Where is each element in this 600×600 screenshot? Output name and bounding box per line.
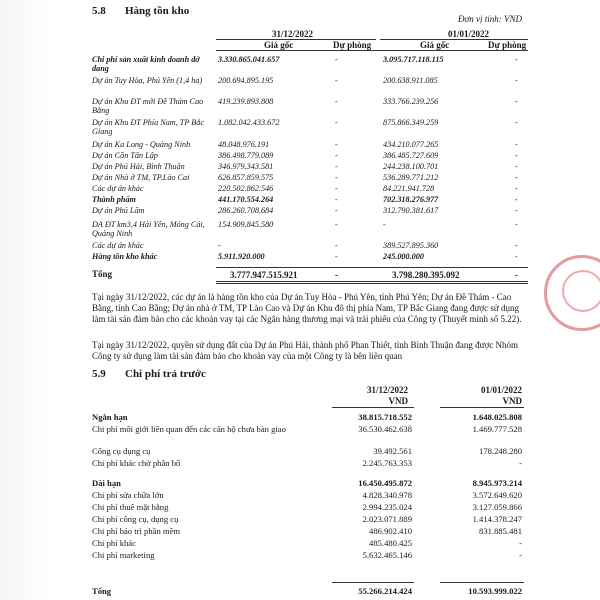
prepaid-row: [0, 424, 600, 436]
column-provision-2: Dự phòng: [488, 40, 527, 50]
inventory-provision-2021: -: [515, 118, 518, 127]
inventory-row-label: Hàng tồn kho khác: [92, 252, 158, 261]
total-rule-bottom-2: [216, 283, 528, 284]
column-cost-1: Giá gốc: [264, 40, 294, 50]
prepaid-rule-1: [332, 407, 414, 408]
inventory-provision-2021: -: [515, 173, 518, 182]
inventory-total-row: [0, 270, 600, 281]
prepaid-total-2021: 10.593.999.022: [468, 586, 522, 596]
prepaid-row-label: Chi phí khác: [92, 538, 136, 548]
inventory-row-label: DA ĐT km3,4 Hải Yên, Móng Cái, Quảng Ninh: [92, 220, 205, 238]
header-rule-bottom: [216, 50, 528, 51]
prepaid-row: [0, 502, 600, 514]
prepaid-value-2022: 39.492.561: [373, 446, 412, 456]
prepaid-date-1: 31/12/2022: [366, 385, 408, 395]
inventory-row-label: Dự án Phú Hải, Bình Thuận: [92, 162, 185, 171]
prepaid-row: [0, 550, 600, 562]
prepaid-row: [0, 526, 600, 538]
prepaid-row: [0, 412, 600, 424]
section-number: 5.8: [92, 5, 106, 17]
prepaid-total-row: [0, 586, 600, 598]
inventory-provision-2021: -: [515, 241, 518, 250]
column-date-2: 01/01/2022: [448, 29, 490, 39]
inventory-cost-2021: 3.095.717.118.115: [383, 55, 444, 64]
prepaid-total-rule-2: [440, 582, 524, 583]
inventory-cost-2021: 200.638.911.085: [383, 76, 438, 85]
inventory-cost-2021: 389.527.895.360: [383, 241, 439, 250]
inventory-cost-2021: 312.790.381.617: [383, 206, 439, 215]
prepaid-value-2022: 486.902.410: [369, 526, 412, 536]
inventory-cost-2021: 244.238.100.701: [383, 162, 439, 171]
inventory-row: [0, 97, 600, 115]
prepaid-value-2022: 2.245.763.353: [362, 458, 412, 468]
prepaid-row-label: Chi phí thuê mặt bằng: [92, 502, 169, 512]
prepaid-row: [0, 490, 600, 502]
inventory-row-label: Dự án Ka Long - Quảng Ninh: [92, 140, 191, 149]
prepaid-value-2022: 2.994.235.024: [362, 502, 412, 512]
inventory-provision-2022: -: [335, 55, 338, 64]
prepaid-value-2021: 1.414.378.247: [472, 514, 522, 524]
inventory-row-label: Dự án Phú Lãm: [92, 206, 145, 215]
inventory-provision-2022: -: [335, 97, 338, 106]
inventory-cost-2021: 702.318.276.977: [383, 195, 439, 204]
inventory-row-label: Chi phí sản xuất kinh doanh dở dang: [92, 55, 200, 73]
inventory-cost-2022: 3.330.865.041.657: [218, 55, 280, 64]
inventory-cost-2022: 286.260.708.684: [218, 206, 274, 215]
inventory-row: [0, 76, 600, 87]
inventory-provision-2021: -: [515, 162, 518, 171]
inventory-provision-2021: -: [515, 195, 518, 204]
red-seal-inner-ring: [562, 270, 600, 312]
prepaid-value-2022: 36.530.462.638: [358, 424, 412, 434]
inventory-row: [0, 195, 600, 206]
prepaid-total-label: Tổng: [92, 586, 112, 596]
prepaid-currency-1: VND: [388, 396, 408, 406]
inventory-row-label: Thành phẩm: [92, 195, 136, 204]
inventory-row: [0, 140, 600, 151]
prepaid-value-2022: 38.815.718.552: [358, 412, 412, 422]
inventory-row: [0, 118, 600, 136]
inventory-row: [0, 241, 600, 252]
prepaid-value-2021: 1.648.025.808: [472, 412, 522, 422]
inventory-provision-2022: -: [335, 118, 338, 127]
inventory-provision-2021: -: [515, 151, 518, 160]
inventory-row: [0, 55, 600, 73]
inventory-cost-2021: -: [383, 220, 386, 229]
inventory-row: [0, 220, 600, 238]
inventory-cost-2021: 245.000.000: [383, 252, 424, 261]
prepaid-row: [0, 538, 600, 550]
inventory-provision-2022: -: [335, 162, 338, 171]
inventory-cost-2022: 386.498.779.089: [218, 151, 274, 160]
section-number-2: 5.9: [92, 368, 106, 380]
prepaid-row-label: Ngắn hạn: [92, 412, 128, 422]
prepaid-value-2021: 3.572.649.620: [472, 490, 522, 500]
inventory-row-label: Dự án Nhà ở TM, TP.Lào Cai: [92, 173, 190, 182]
inventory-cost-2022: -: [218, 241, 221, 250]
inventory-provision-2021: -: [515, 252, 518, 261]
prepaid-value-2022: 2.023.071.889: [362, 514, 412, 524]
inventory-provision-2021: -: [515, 97, 518, 106]
prepaid-row-label: Công cụ dụng cụ: [92, 446, 151, 456]
prepaid-row: [0, 514, 600, 526]
inventory-row-label: Các dự án khác: [92, 184, 144, 193]
prepaid-total-2022: 55.266.214.424: [358, 586, 412, 596]
inventory-provision-2022: -: [335, 140, 338, 149]
inventory-cost-2022: 154.909.845.580: [218, 220, 274, 229]
inventory-row-label: Dự án Khu ĐT Phía Nam, TP Bắc Giang: [92, 118, 204, 136]
inventory-row: [0, 206, 600, 217]
prepaid-row-label: Chi phí khác chờ phân bổ: [92, 458, 181, 468]
inventory-row: [0, 173, 600, 184]
inventory-cost-2022: 419.239.893.808: [218, 97, 274, 106]
column-cost-2: Giá gốc: [420, 40, 450, 50]
prepaid-row-label: Chi phí môi giới liên quan đến các căn hộ chưa bàn giao: [92, 424, 286, 434]
total-cost-2022: 3.777.947.515.921: [230, 270, 298, 280]
inventory-provision-2022: -: [335, 76, 338, 85]
inventory-cost-2022: 1.082.042.433.672: [218, 118, 280, 127]
prepaid-value-2022: 16.450.495.872: [358, 478, 412, 488]
inventory-cost-2021: 536.289.771.212: [383, 173, 439, 182]
prepaid-value-2021: -: [519, 550, 522, 560]
total-cost-2021: 3.798.280.395.092: [392, 270, 460, 280]
prepaid-row: [0, 478, 600, 490]
prepaid-value-2021: 178.248.280: [479, 446, 522, 456]
column-date-1: 31/12/2022: [272, 29, 314, 39]
prepaid-row-label: Chi phí sửa chữa lớn: [92, 490, 164, 500]
inventory-row-label: Các dự án khác: [92, 241, 144, 250]
prepaid-value-2022: 485.480.425: [369, 538, 412, 548]
total-provision-2022: -: [335, 270, 338, 280]
inventory-provision-2022: -: [335, 252, 338, 261]
prepaid-row-label: Dài hạn: [92, 478, 121, 488]
inventory-cost-2021: 434.210.077.265: [383, 140, 439, 149]
prepaid-value-2021: -: [519, 538, 522, 548]
total-rule-bottom-1: [216, 281, 528, 282]
inventory-provision-2021: -: [515, 140, 518, 149]
inventory-provision-2021: -: [515, 220, 518, 229]
inventory-provision-2022: -: [335, 195, 338, 204]
inventory-provision-2021: -: [515, 55, 518, 64]
inventory-cost-2022: 48.048.976.191: [218, 140, 270, 149]
note-paragraph-2: Tại ngày 31/12/2022, quyền sử dụng đất của Dự án Phú Hải, thành phố Phan Thiết, tỉnh Bình Thuận đang được Nhóm Công ty sử dụng làm tài sản đảm bảo cho khoản vay của một Công ty là bên liên quan: [92, 340, 519, 361]
inventory-row: [0, 162, 600, 173]
section-title: Hàng tồn kho: [125, 5, 190, 17]
prepaid-total-rule-1: [332, 582, 414, 583]
inventory-cost-2022: 5.911.920.000: [218, 252, 265, 261]
inventory-provision-2021: -: [515, 184, 518, 193]
inventory-row-label: Dự án Cồn Tân Lập: [92, 151, 158, 160]
inventory-row-label: Dự án Tuy Hòa, Phú Yên (1,4 ha): [92, 76, 203, 85]
total-provision-2021: -: [515, 270, 518, 280]
inventory-cost-2021: 84.221.941.728: [383, 184, 435, 193]
inventory-cost-2021: 875.866.349.259: [383, 118, 439, 127]
prepaid-date-2: 01/01/2022: [480, 385, 522, 395]
prepaid-row-label: Chi phí marketing: [92, 550, 155, 560]
inventory-provision-2022: -: [335, 184, 338, 193]
prepaid-value-2021: 3.127.059.866: [472, 502, 522, 512]
unit-label: Đơn vị tính: VND: [457, 14, 522, 24]
inventory-row: [0, 151, 600, 162]
prepaid-value-2022: 4.828.340.978: [362, 490, 412, 500]
inventory-cost-2022: 200.694.895.195: [218, 76, 274, 85]
inventory-provision-2021: -: [515, 76, 518, 85]
inventory-provision-2022: -: [335, 220, 338, 229]
inventory-cost-2022: 626.857.859.575: [218, 173, 274, 182]
inventory-provision-2022: -: [335, 173, 338, 182]
inventory-provision-2021: -: [515, 206, 518, 215]
prepaid-row: [0, 458, 600, 470]
inventory-cost-2022: 346.979.343.581: [218, 162, 274, 171]
inventory-provision-2022: -: [335, 241, 338, 250]
inventory-row-label: Dự án Khu ĐT mới Đề Thám Cao Bằng: [92, 97, 204, 115]
prepaid-value-2021: 8.945.973.214: [472, 478, 522, 488]
prepaid-rule-2: [440, 407, 524, 408]
inventory-row: [0, 252, 600, 263]
inventory-cost-2022: 441.170.554.264: [218, 195, 274, 204]
inventory-cost-2022: 220.502.862.546: [218, 184, 274, 193]
prepaid-row-label: Chi phí bảo trì phần mềm: [92, 526, 181, 536]
inventory-row: [0, 184, 600, 195]
inventory-provision-2022: -: [335, 151, 338, 160]
prepaid-value-2021: -: [519, 458, 522, 468]
section-title-2: Chi phí trả trước: [125, 368, 206, 380]
inventory-provision-2022: -: [335, 206, 338, 215]
prepaid-currency-2: VND: [502, 396, 522, 406]
prepaid-row: [0, 446, 600, 458]
prepaid-value-2021: 831.885.481: [479, 526, 522, 536]
column-provision-1: Dự phòng: [333, 40, 372, 50]
total-rule-top: [216, 267, 528, 268]
prepaid-value-2021: 1.469.777.528: [472, 424, 522, 434]
prepaid-row-label: Chi phí công cụ, dụng cụ: [92, 514, 179, 524]
inventory-cost-2021: 386.485.727.609: [383, 151, 439, 160]
inventory-cost-2021: 333.766.239.256: [383, 97, 439, 106]
prepaid-value-2022: 5.632.465.146: [362, 550, 412, 560]
note-paragraph-1: Tại ngày 31/12/2022, các dự án là hàng tồn kho của Dự án Tuy Hòa - Phú Yên, tỉnh Phú Yên; Dự án Đề Thám - Cao Bằng, tỉnh Cao Bằng; Dự án nhà ở TM, TP Lào Cao và Dự án Khu đô thị phía Nam, TP Bắc Giang đang được sử dụng làm tài sản đảm bảo cho các khoản vay tại các Ngân hàng thương mại và trái phiếu của Công ty (Thuyết minh số 5.22).: [92, 292, 522, 324]
total-label: Tổng: [92, 269, 113, 279]
